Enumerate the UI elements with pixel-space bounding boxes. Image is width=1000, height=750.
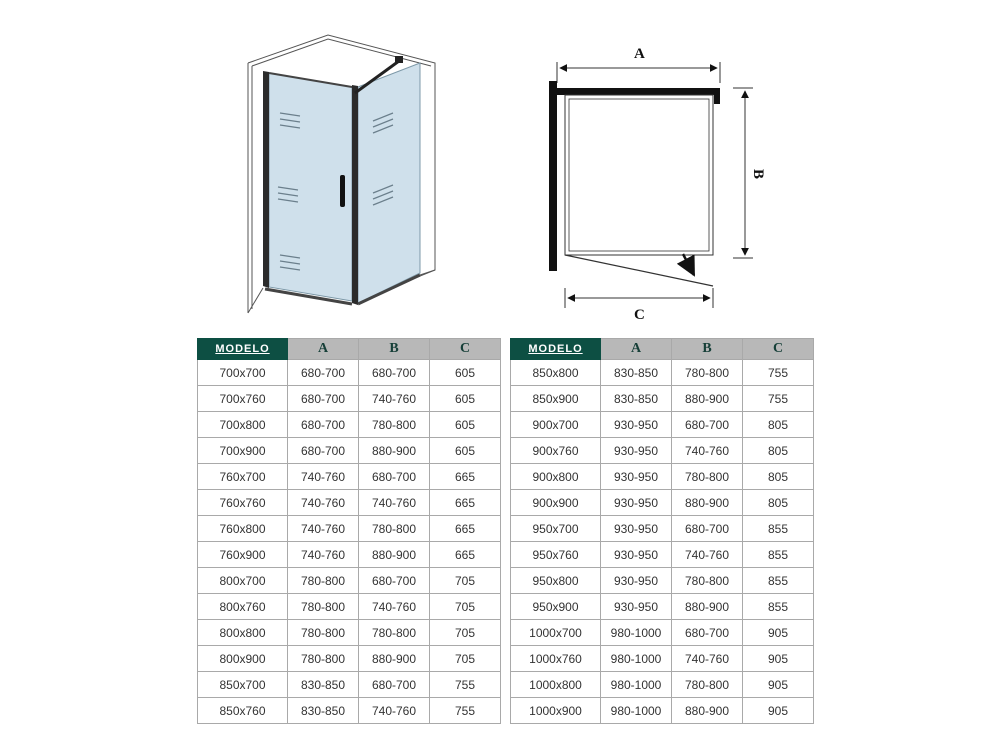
table-cell: 700x700 — [198, 360, 288, 386]
table-cell: 980-1000 — [601, 672, 672, 698]
table-row — [511, 568, 814, 594]
table-header-row — [511, 339, 814, 360]
table-row — [198, 620, 501, 646]
table-cell: 805 — [743, 490, 814, 516]
table-row — [511, 698, 814, 724]
table-cell: 680-700 — [288, 360, 359, 386]
table-cell: 760x700 — [198, 464, 288, 490]
table-cell: 700x760 — [198, 386, 288, 412]
table-cell: 950x700 — [511, 516, 601, 542]
table-cell: 905 — [743, 672, 814, 698]
door-handle — [340, 175, 345, 207]
table-cell: 605 — [430, 386, 501, 412]
table-cell: 850x700 — [198, 672, 288, 698]
table-cell: 930-950 — [601, 568, 672, 594]
table-cell: 680-700 — [288, 438, 359, 464]
size-table-right — [510, 338, 814, 724]
table-cell: 605 — [430, 360, 501, 386]
table-row — [511, 464, 814, 490]
table-cell: 980-1000 — [601, 620, 672, 646]
col-header-modelo: MODELO — [511, 339, 601, 360]
table-cell: 755 — [430, 672, 501, 698]
table-cell: 1000x900 — [511, 698, 601, 724]
table-cell: 900x900 — [511, 490, 601, 516]
table-cell: 830-850 — [601, 386, 672, 412]
table-cell: 930-950 — [601, 542, 672, 568]
table-cell: 855 — [743, 594, 814, 620]
dimension-a — [557, 62, 720, 83]
table-cell: 680-700 — [672, 412, 743, 438]
hinge-stub — [714, 95, 720, 104]
table-row — [198, 672, 501, 698]
table-cell: 850x900 — [511, 386, 601, 412]
table-cell: 665 — [430, 464, 501, 490]
table-cell: 680-700 — [672, 620, 743, 646]
table-cell: 680-700 — [288, 412, 359, 438]
table-cell: 805 — [743, 438, 814, 464]
table-cell: 740-760 — [359, 386, 430, 412]
table-cell: 930-950 — [601, 438, 672, 464]
table-row — [198, 568, 501, 594]
col-header-b: B — [359, 339, 430, 360]
table-cell: 780-800 — [672, 360, 743, 386]
table-row — [198, 360, 501, 386]
table-cell: 740-760 — [672, 438, 743, 464]
table-cell: 740-760 — [288, 542, 359, 568]
table-cell: 665 — [430, 490, 501, 516]
table-cell: 905 — [743, 646, 814, 672]
table-row — [511, 594, 814, 620]
table-cell: 930-950 — [601, 412, 672, 438]
table-cell: 740-760 — [359, 594, 430, 620]
table-cell: 880-900 — [672, 698, 743, 724]
table-cell: 780-800 — [359, 412, 430, 438]
table-cell: 665 — [430, 542, 501, 568]
table-row — [198, 490, 501, 516]
table-cell: 950x760 — [511, 542, 601, 568]
table-cell: 850x760 — [198, 698, 288, 724]
table-cell: 700x900 — [198, 438, 288, 464]
table-row — [198, 386, 501, 412]
door-frame-left-bar — [263, 71, 269, 288]
table-cell: 805 — [743, 412, 814, 438]
table-row — [511, 386, 814, 412]
table-cell: 680-700 — [288, 386, 359, 412]
table-cell: 905 — [743, 698, 814, 724]
table-header-row — [198, 339, 501, 360]
table-row — [198, 412, 501, 438]
table-cell: 855 — [743, 542, 814, 568]
dimension-c — [565, 288, 713, 308]
table-cell: 755 — [743, 360, 814, 386]
table-cell: 1000x800 — [511, 672, 601, 698]
table-cell: 830-850 — [601, 360, 672, 386]
table-cell: 1000x760 — [511, 646, 601, 672]
table-row — [198, 646, 501, 672]
wall-profile-left — [549, 81, 557, 271]
isometric-diagram — [168, 15, 468, 335]
table-cell: 905 — [743, 620, 814, 646]
table-cell: 880-900 — [359, 542, 430, 568]
glass-side-panel — [358, 63, 420, 303]
wall-profile-top — [549, 88, 720, 95]
table-row — [198, 464, 501, 490]
table-row — [511, 490, 814, 516]
table-cell: 740-760 — [359, 698, 430, 724]
table-cell: 855 — [743, 568, 814, 594]
table-cell: 880-900 — [672, 490, 743, 516]
dimension-b-label: B — [750, 169, 766, 180]
table-row — [511, 620, 814, 646]
col-header-c: C — [743, 339, 814, 360]
table-cell: 740-760 — [288, 464, 359, 490]
table-cell: 780-800 — [288, 594, 359, 620]
table-row — [511, 360, 814, 386]
table-cell: 605 — [430, 412, 501, 438]
table-cell: 880-900 — [359, 438, 430, 464]
table-cell: 900x800 — [511, 464, 601, 490]
table-cell: 740-760 — [288, 516, 359, 542]
table-cell: 980-1000 — [601, 646, 672, 672]
table-cell: 680-700 — [359, 568, 430, 594]
table-cell: 680-700 — [359, 464, 430, 490]
table-row — [511, 646, 814, 672]
corner-post-bar — [352, 85, 358, 305]
table-cell: 800x800 — [198, 620, 288, 646]
table-cell: 930-950 — [601, 490, 672, 516]
table-cell: 780-800 — [359, 620, 430, 646]
table-cell: 930-950 — [601, 594, 672, 620]
table-cell: 900x700 — [511, 412, 601, 438]
col-header-b: B — [672, 339, 743, 360]
table-cell: 680-700 — [359, 672, 430, 698]
table-cell: 780-800 — [359, 516, 430, 542]
table-cell: 930-950 — [601, 464, 672, 490]
table-cell: 705 — [430, 568, 501, 594]
table-cell: 760x900 — [198, 542, 288, 568]
table-cell: 740-760 — [672, 542, 743, 568]
table-cell: 760x800 — [198, 516, 288, 542]
table-cell: 760x760 — [198, 490, 288, 516]
table-cell: 740-760 — [359, 490, 430, 516]
col-header-a: A — [288, 339, 359, 360]
table-cell: 830-850 — [288, 672, 359, 698]
table-cell: 680-700 — [359, 360, 430, 386]
table-cell: 755 — [430, 698, 501, 724]
table-row — [198, 542, 501, 568]
table-cell: 880-900 — [672, 594, 743, 620]
table-row — [511, 516, 814, 542]
table-cell: 800x760 — [198, 594, 288, 620]
table-cell: 855 — [743, 516, 814, 542]
table-row — [511, 672, 814, 698]
table-row — [511, 438, 814, 464]
door-swing-arrow — [683, 254, 694, 275]
top-view-diagram — [535, 28, 775, 328]
table-cell: 950x900 — [511, 594, 601, 620]
table-row — [198, 594, 501, 620]
table-cell: 680-700 — [672, 516, 743, 542]
table-cell: 980-1000 — [601, 698, 672, 724]
table-cell: 800x900 — [198, 646, 288, 672]
table-cell: 880-900 — [672, 386, 743, 412]
table-cell: 780-800 — [288, 646, 359, 672]
table-cell: 780-800 — [672, 464, 743, 490]
table-cell: 665 — [430, 516, 501, 542]
table-cell: 755 — [743, 386, 814, 412]
table-cell: 740-760 — [288, 490, 359, 516]
col-header-modelo: MODELO — [198, 339, 288, 360]
table-cell: 740-760 — [672, 646, 743, 672]
table-cell: 705 — [430, 646, 501, 672]
table-cell: 700x800 — [198, 412, 288, 438]
table-row — [511, 412, 814, 438]
table-cell: 880-900 — [359, 646, 430, 672]
table-cell: 950x800 — [511, 568, 601, 594]
table-cell: 780-800 — [288, 568, 359, 594]
table-cell: 780-800 — [672, 568, 743, 594]
table-row — [198, 438, 501, 464]
col-header-a: A — [601, 339, 672, 360]
size-table-left — [197, 338, 501, 724]
table-cell: 850x800 — [511, 360, 601, 386]
table-cell: 900x760 — [511, 438, 601, 464]
table-row — [198, 516, 501, 542]
col-header-c: C — [430, 339, 501, 360]
table-cell: 805 — [743, 464, 814, 490]
dimension-b — [733, 88, 753, 258]
table-cell: 705 — [430, 620, 501, 646]
table-row — [198, 698, 501, 724]
table-cell: 830-850 — [288, 698, 359, 724]
table-row — [511, 542, 814, 568]
dimension-c-label: C — [634, 307, 645, 323]
table-cell: 930-950 — [601, 516, 672, 542]
dimension-a-label: A — [634, 46, 645, 62]
table-cell: 780-800 — [672, 672, 743, 698]
table-cell: 780-800 — [288, 620, 359, 646]
table-cell: 605 — [430, 438, 501, 464]
table-cell: 1000x700 — [511, 620, 601, 646]
table-cell: 705 — [430, 594, 501, 620]
glass-panel-top-view — [565, 95, 713, 255]
table-cell: 800x700 — [198, 568, 288, 594]
